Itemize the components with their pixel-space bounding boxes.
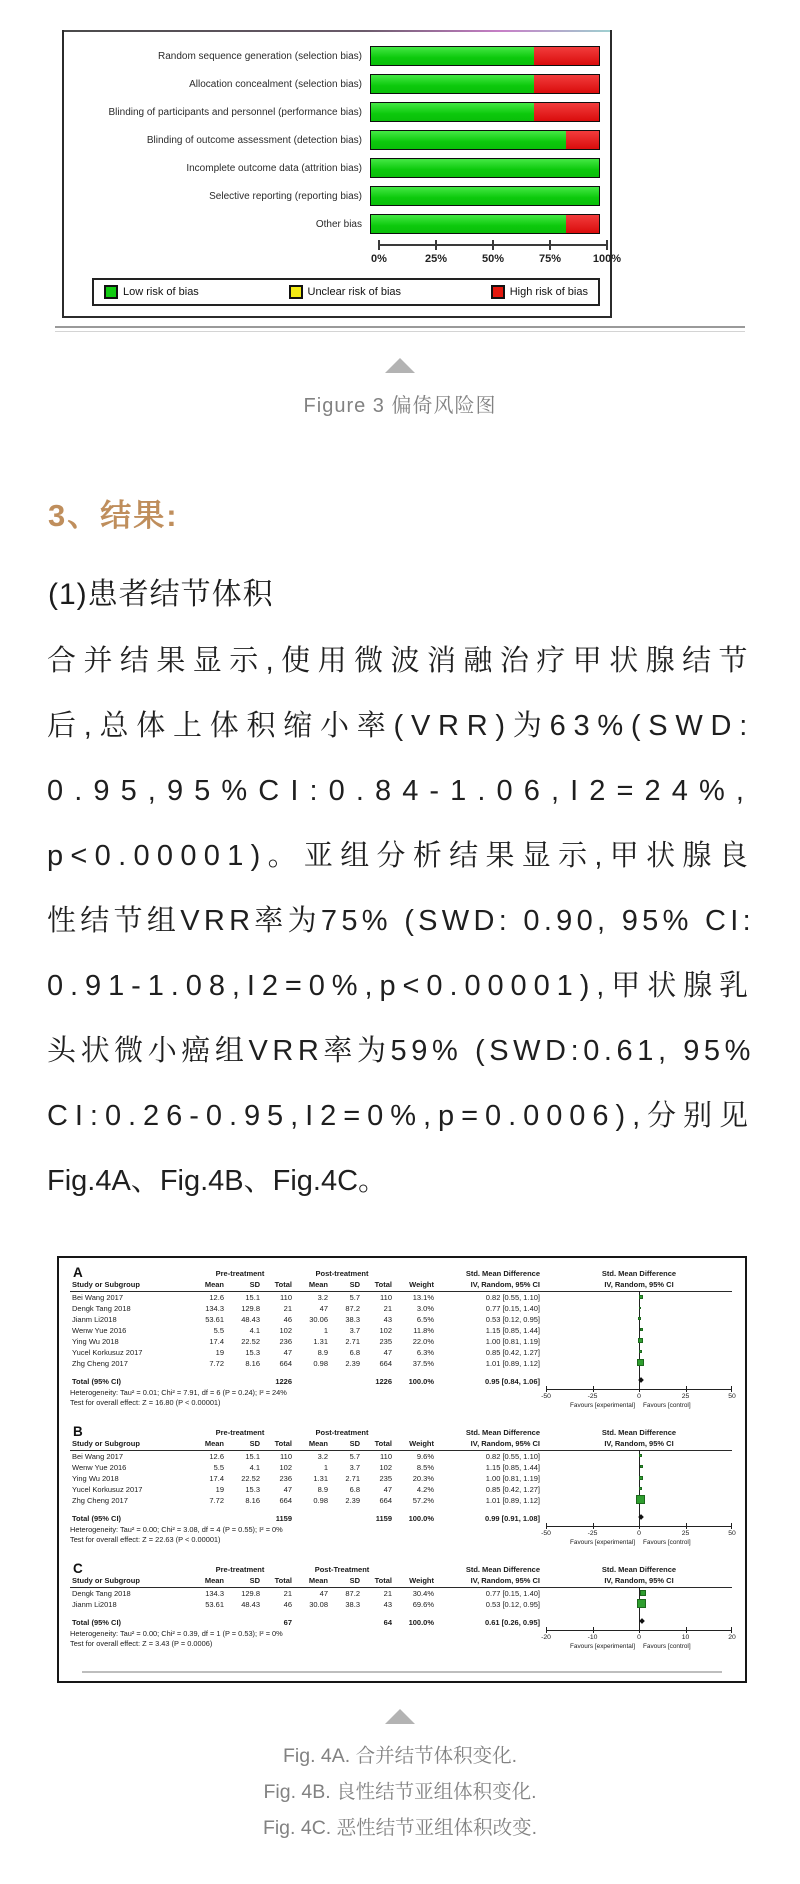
forest-total-row: Total (95% CI) 67 64 100.0% 0.61 [0.26, 0.95] xyxy=(72,1618,540,1627)
forest-row: Jianm Li2018 53.61 48.43 46 30.08 38.3 43 69.6% 0.53 [0.12, 0.95] xyxy=(72,1600,540,1609)
paragraph-line-text: Fig.4A、Fig.4B、Fig.4C。 xyxy=(47,1165,388,1197)
axis-tick-label: 0% xyxy=(371,253,387,265)
axis-tick-label: 0 xyxy=(637,1634,641,1641)
axis-tick xyxy=(606,240,608,250)
paragraph-line xyxy=(47,1019,755,1084)
results-heading: 3、结果: xyxy=(48,498,179,533)
legend-swatch-icon xyxy=(289,285,303,299)
forest-row: Yucel Korkusuz 2017 19 15.3 47 8.9 6.8 47 6.3% 0.85 [0.42, 1.27] xyxy=(72,1348,540,1357)
heterogeneity-text: Heterogeneity: Tau² = 0.00; Chi² = 3.08, df = 4 (P = 0.55); I² = 0% xyxy=(70,1525,283,1534)
axis-tick-label: -25 xyxy=(587,1393,598,1400)
forest-panel-A xyxy=(70,1265,736,1420)
axis-tick-label: 50% xyxy=(481,253,505,265)
paragraph-line xyxy=(47,759,755,824)
forest-axis xyxy=(541,1388,736,1420)
bias-bar xyxy=(370,74,600,94)
high-risk-segment xyxy=(534,103,599,121)
effect-marker xyxy=(639,1487,642,1490)
paragraph-line-text: 0.91-1.08,I2=0%,p<0.00001),甲状腺乳 xyxy=(47,970,755,1002)
forest-sub-header: Study or Subgroup Mean SD Total Mean SD Total Weight IV, Random, 95% CI IV, Random, 95% CI xyxy=(70,1279,732,1292)
study-col-header: Study or Subgroup xyxy=(72,1439,140,1448)
favours-labels xyxy=(519,1539,759,1546)
forest-panels xyxy=(70,1265,736,1661)
forest-sub-header: Study or Subgroup Mean SD Total Mean SD Total Weight IV, Random, 95% CI IV, Random, 95% CI xyxy=(70,1575,732,1588)
panel-letter: C xyxy=(73,1561,83,1576)
axis-tick-label: -10 xyxy=(587,1634,598,1641)
smd-header: Std. Mean Difference xyxy=(465,1269,540,1278)
forest-row: Ying Wu 2018 17.4 22.52 236 1.31 2.71 235 22.0% 1.00 [0.81, 1.19] xyxy=(72,1337,540,1346)
favours-experimental: Favours [experimental] xyxy=(570,1539,635,1546)
study-name: Zhg Cheng 2017 xyxy=(72,1359,128,1368)
bias-row xyxy=(72,154,604,182)
forest-panel-C xyxy=(70,1561,736,1661)
axis-tick-label: 20 xyxy=(728,1634,736,1641)
collapse-triangle-icon xyxy=(385,358,415,373)
forest-row: Bei Wang 2017 12.6 15.1 110 3.2 5.7 110 9.6% 0.82 [0.55, 1.10] xyxy=(72,1452,540,1461)
figure4-caption-line: Fig. 4C. 恶性结节亚组体积改变. xyxy=(262,1817,538,1839)
forest-plot-area xyxy=(546,1291,732,1388)
bias-legend xyxy=(92,278,600,306)
bias-row-label: Allocation concealment (selection bias) xyxy=(189,78,362,90)
axis-tick xyxy=(378,240,380,250)
paragraph-line-text: 头状微小癌组VRR率为59% (SWD:0.61, 95% xyxy=(47,1035,755,1067)
forest-row: Dengk Tang 2018 134.3 129.8 21 47 87.2 21 3.0% 0.77 [0.15, 1.40] xyxy=(72,1304,540,1313)
paragraph-line xyxy=(47,954,755,1019)
effect-marker xyxy=(638,1317,641,1320)
study-name: Bei Wang 2017 xyxy=(72,1452,124,1461)
figure4-caption-line: Fig. 4A. 合并结节体积变化. xyxy=(282,1745,518,1767)
axis-tick-label: 10 xyxy=(681,1634,690,1641)
paragraph-line-text: 性结节组VRR率为75% (SWD: 0.90, 95% CI: xyxy=(47,905,755,937)
forest-plot-figure xyxy=(57,1256,747,1683)
paragraph-line-text: 合并结果显示,使用微波消融治疗甲状腺结节 xyxy=(47,645,755,677)
paragraph-line-text: CI:0.26-0.95,I2=0%,p=0.0006),分别见 xyxy=(47,1100,755,1132)
bias-rows xyxy=(72,42,604,238)
scan-artifact-line xyxy=(82,1671,722,1673)
axis-tick-label: -20 xyxy=(541,1634,551,1641)
paragraph-line xyxy=(47,629,755,694)
forest-plot-area xyxy=(546,1587,732,1629)
forest-row: Ying Wu 2018 17.4 22.52 236 1.31 2.71 235 20.3% 1.00 [0.81, 1.19] xyxy=(72,1474,540,1483)
bias-row-label: Random sequence generation (selection bias) xyxy=(157,50,362,62)
effect-marker xyxy=(640,1328,643,1331)
study-name: Jianm Li2018 xyxy=(72,1315,117,1324)
low-risk-segment xyxy=(371,103,534,121)
low-risk-segment xyxy=(371,187,599,205)
forest-sub-header: Study or Subgroup Mean SD Total Mean SD Total Weight IV, Random, 95% CI IV, Random, 95% CI xyxy=(70,1438,732,1451)
effect-marker xyxy=(639,1454,642,1457)
pre-treatment-header: Pre-treatment xyxy=(215,1428,265,1437)
low-risk-segment xyxy=(371,131,566,149)
study-col-header: Study or Subgroup xyxy=(72,1280,140,1289)
bias-axis xyxy=(371,240,622,270)
post-treatment-header: Post-treatment xyxy=(315,1428,369,1437)
high-risk-segment xyxy=(566,131,599,149)
forest-row: Zhg Cheng 2017 7.72 8.16 664 0.98 2.39 664 37.5% 1.01 [0.89, 1.12] xyxy=(72,1359,540,1368)
axis-tick-label: 25% xyxy=(424,253,448,265)
high-risk-segment xyxy=(566,215,599,233)
legend-swatch-icon xyxy=(491,285,505,299)
study-name: Jianm Li2018 xyxy=(72,1600,117,1609)
bias-row xyxy=(72,42,604,70)
legend-label: Low risk of bias xyxy=(123,286,199,298)
smd-header: Std. Mean Difference xyxy=(465,1428,540,1437)
pre-treatment-header: Pre-treatment xyxy=(215,1565,265,1574)
legend-label: High risk of bias xyxy=(509,286,588,298)
bias-row xyxy=(72,126,604,154)
panel-letter: A xyxy=(73,1265,83,1280)
axis-tick-label: 50 xyxy=(728,1393,736,1400)
forest-plot-area xyxy=(546,1450,732,1525)
total-diamond xyxy=(639,1618,645,1624)
favours-labels xyxy=(519,1402,759,1409)
axis-tick-label: 50 xyxy=(728,1530,736,1537)
high-risk-segment xyxy=(534,47,599,65)
favours-control: Favours [control] xyxy=(643,1643,691,1650)
study-name: Dengk Tang 2018 xyxy=(72,1589,131,1598)
bias-row-label: Incomplete outcome data (attrition bias) xyxy=(186,162,362,174)
low-risk-segment xyxy=(371,75,534,93)
favours-experimental: Favours [experimental] xyxy=(570,1643,635,1650)
favours-control: Favours [control] xyxy=(643,1402,691,1409)
figure4-captions xyxy=(0,1738,800,1846)
effect-marker xyxy=(639,1476,643,1480)
effect-marker xyxy=(639,1295,643,1299)
forest-row: Wenw Yue 2016 5.5 4.1 102 1 3.7 102 11.8% 1.15 [0.85, 1.44] xyxy=(72,1326,540,1335)
paragraph-line-text: 后,总体上体积缩小率(VRR)为63%(SWD: xyxy=(47,710,755,742)
forest-group-header xyxy=(70,1564,732,1575)
paragraph-line-text: p<0.00001)。亚组分析结果显示,甲状腺良 xyxy=(47,840,755,872)
image-bottom-edge xyxy=(55,326,745,332)
paragraph-line-text: 0.95,95%CI:0.84-1.06,I2=24%, xyxy=(47,775,755,807)
effect-marker xyxy=(639,1307,641,1309)
heterogeneity-text: Heterogeneity: Tau² = 0.00; Chi² = 0.39, df = 1 (P = 0.53); I² = 0% xyxy=(70,1629,283,1638)
study-name: Ying Wu 2018 xyxy=(72,1337,119,1346)
effect-marker xyxy=(640,1590,646,1596)
study-name: Wenw Yue 2016 xyxy=(72,1463,127,1472)
paragraph-line xyxy=(47,1084,755,1149)
low-risk-segment xyxy=(371,215,566,233)
bias-row xyxy=(72,70,604,98)
low-risk-segment xyxy=(371,47,534,65)
favours-control: Favours [control] xyxy=(643,1539,691,1546)
axis-tick-label: 100% xyxy=(592,253,622,265)
axis-tick-label: 0 xyxy=(637,1393,641,1400)
study-name: Zhg Cheng 2017 xyxy=(72,1496,128,1505)
post-treatment-header: Post-Treatment xyxy=(314,1565,370,1574)
axis-tick-label: 75% xyxy=(538,253,562,265)
axis-tick xyxy=(549,240,551,250)
legend-label: Unclear risk of bias xyxy=(307,286,402,298)
bias-row xyxy=(72,98,604,126)
forest-row: Jianm Li2018 53.61 48.43 46 30.06 38.3 43 6.5% 0.53 [0.12, 0.95] xyxy=(72,1315,540,1324)
forest-total-row: Total (95% CI) 1159 1159 100.0% 0.99 [0.91, 1.08] xyxy=(72,1514,540,1523)
effect-marker xyxy=(638,1338,643,1343)
legend-item xyxy=(491,285,588,299)
bias-bar xyxy=(370,214,600,234)
pre-treatment-header: Pre-treatment xyxy=(215,1269,265,1278)
effect-marker xyxy=(639,1350,642,1353)
bias-bar xyxy=(370,130,600,150)
study-name: Yucel Korkusuz 2017 xyxy=(72,1485,143,1494)
axis-tick xyxy=(492,240,494,250)
forest-row: Yucel Korkusuz 2017 19 15.3 47 8.9 6.8 47 4.2% 0.85 [0.42, 1.27] xyxy=(72,1485,540,1494)
risk-of-bias-figure xyxy=(62,30,622,318)
axis-tick-label: -25 xyxy=(587,1530,598,1537)
smd-header: Std. Mean Difference xyxy=(465,1565,540,1574)
legend-swatch-icon xyxy=(104,285,118,299)
bias-row xyxy=(72,210,604,238)
forest-total-row: Total (95% CI) 1226 1226 100.0% 0.95 [0.84, 1.06] xyxy=(72,1377,540,1386)
forest-row: Bei Wang 2017 12.6 15.1 110 3.2 5.7 110 13.1% 0.82 [0.55, 1.10] xyxy=(72,1293,540,1302)
bias-bar xyxy=(370,46,600,66)
forest-row: Wenw Yue 2016 5.5 4.1 102 1 3.7 102 8.5% 1.15 [0.85, 1.44] xyxy=(72,1463,540,1472)
bias-row-label: Blinding of outcome assessment (detection bias) xyxy=(146,134,362,146)
effect-marker xyxy=(640,1465,643,1468)
forest-panel-B xyxy=(70,1424,736,1557)
effect-marker xyxy=(637,1359,644,1366)
overall-effect-text: Test for overall effect: Z = 3.43 (P = 0.0006) xyxy=(70,1638,213,1648)
study-name: Dengk Tang 2018 xyxy=(72,1304,131,1313)
study-name: Yucel Korkusuz 2017 xyxy=(72,1348,143,1357)
paragraph-line xyxy=(47,1149,755,1214)
bias-row-label: Selective reporting (reporting bias) xyxy=(209,190,362,202)
forest-axis xyxy=(541,1525,736,1557)
axis-tick-label: -50 xyxy=(541,1393,551,1400)
axis-tick xyxy=(435,240,437,250)
low-risk-segment xyxy=(371,159,599,177)
bias-row-label: Blinding of participants and personnel (performance bias) xyxy=(108,106,362,118)
forest-group-header xyxy=(70,1268,732,1279)
heterogeneity-text: Heterogeneity: Tau² = 0.01; Chi² = 7.91, df = 6 (P = 0.24); I² = 24% xyxy=(70,1388,287,1397)
effect-marker xyxy=(637,1599,646,1608)
effect-marker xyxy=(636,1495,645,1504)
bias-bar xyxy=(370,102,600,122)
smd-plot-header: Std. Mean Difference xyxy=(601,1428,677,1437)
bias-row-label: Other bias xyxy=(315,218,362,230)
bias-bar xyxy=(370,158,600,178)
figure4-caption-line: Fig. 4B. 良性结节亚组体积变化. xyxy=(263,1781,537,1803)
figure3-caption: Figure 3 偏倚风险图 xyxy=(303,395,497,417)
study-col-header: Study or Subgroup xyxy=(72,1576,140,1585)
forest-group-header xyxy=(70,1427,732,1438)
paragraph-line xyxy=(47,694,755,759)
paragraph-line xyxy=(47,889,755,954)
overall-effect-text: Test for overall effect: Z = 16.80 (P < 0.00001) xyxy=(70,1397,221,1407)
axis-tick-label: -50 xyxy=(541,1530,551,1537)
high-risk-segment xyxy=(534,75,599,93)
study-name: Wenw Yue 2016 xyxy=(72,1326,127,1335)
favours-experimental: Favours [experimental] xyxy=(570,1402,635,1409)
forest-row: Dengk Tang 2018 134.3 129.8 21 47 87.2 21 30.4% 0.77 [0.15, 1.40] xyxy=(72,1589,540,1598)
study-name: Ying Wu 2018 xyxy=(72,1474,119,1483)
axis-tick-label: 0 xyxy=(637,1530,641,1537)
panel-letter: B xyxy=(73,1424,83,1439)
forest-row: Zhg Cheng 2017 7.72 8.16 664 0.98 2.39 664 57.2% 1.01 [0.89, 1.12] xyxy=(72,1496,540,1505)
overall-effect-text: Test for overall effect: Z = 22.63 (P < 0.00001) xyxy=(70,1534,221,1544)
axis-tick-label: 25 xyxy=(681,1393,690,1400)
collapse-triangle-icon xyxy=(385,1709,415,1724)
smd-plot-header: Std. Mean Difference xyxy=(601,1269,677,1278)
paragraph-line xyxy=(47,824,755,889)
legend-item xyxy=(289,285,402,299)
legend-item xyxy=(104,285,199,299)
results-paragraph xyxy=(47,629,755,1214)
axis-tick-label: 25 xyxy=(681,1530,690,1537)
forest-axis xyxy=(541,1629,736,1661)
results-subheading: (1)患者结节体积 xyxy=(48,578,274,611)
smd-plot-header: Std. Mean Difference xyxy=(601,1565,677,1574)
bias-row xyxy=(72,182,604,210)
bias-bar xyxy=(370,186,600,206)
post-treatment-header: Post-treatment xyxy=(315,1269,369,1278)
favours-labels xyxy=(519,1643,759,1650)
study-name: Bei Wang 2017 xyxy=(72,1293,124,1302)
